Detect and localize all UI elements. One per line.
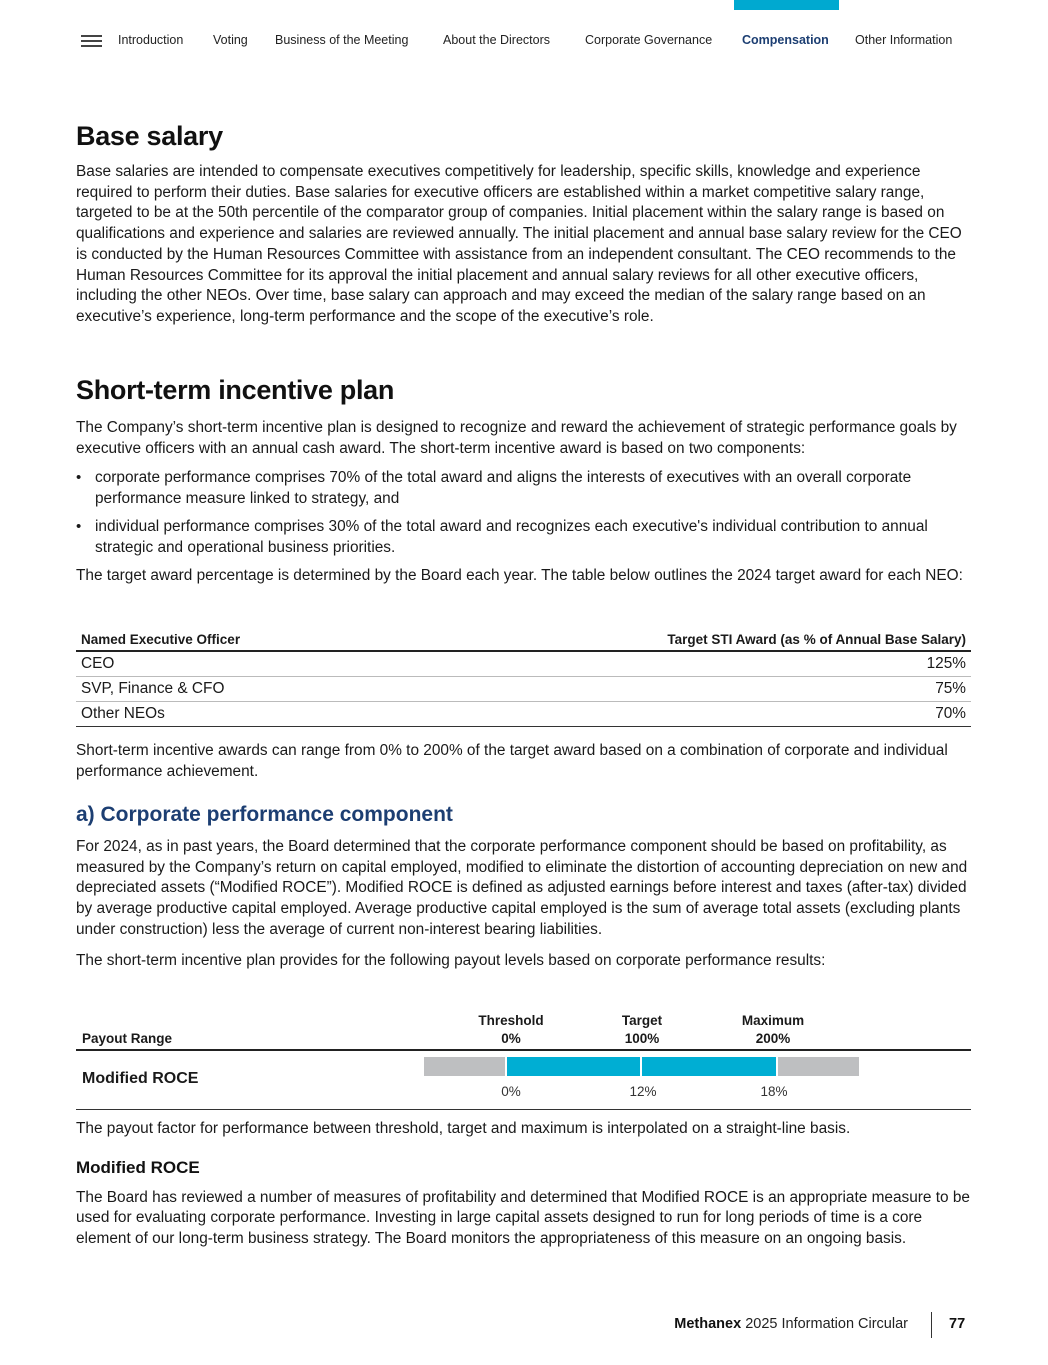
table-row xyxy=(76,702,971,727)
nav-item-other-information[interactable]: Other Information xyxy=(855,33,953,47)
maximum-payout: 200% xyxy=(755,1031,791,1046)
target-header xyxy=(592,1012,692,1048)
neo-target-table-wrap xyxy=(76,630,971,782)
above-maximum-bar xyxy=(778,1057,859,1076)
table-row xyxy=(76,677,971,702)
payout-range-label: Payout Range xyxy=(82,1031,173,1046)
nav-item-about-the-directors[interactable]: About the Directors xyxy=(443,33,550,47)
threshold-tick: 0% xyxy=(501,1084,521,1099)
divider xyxy=(76,1109,971,1110)
page-footer xyxy=(0,1315,1048,1339)
nav-item-compensation[interactable]: Compensation xyxy=(742,33,829,47)
threshold-payout: 0% xyxy=(501,1031,521,1046)
sti-intro: The Company’s short-term incentive plan is designed to recognize and reward the achievement of strategic performance goals by executive officers with an annual cash award. The short-term incentive award is based on two components: xyxy=(76,419,957,457)
document-title: 2025 Information Circular xyxy=(745,1316,908,1332)
below-threshold-bar xyxy=(424,1057,505,1076)
corporate-performance-paragraph: For 2024, as in past years, the Board determined that the corporate performance component should be based on profitability, as measured by the Company’s return on capital employed, modified to eliminate the distortion of accounting depreciation on new and depreciated assets (“Modified ROCE”). Modified ROCE is defined as adjusted earnings before interest and taxes (after-tax) divided by average productive capital employed. Average productive capital employed is the sum of average total assets (excluding plants under construction) less the average of current non-interest bearing liabilities. xyxy=(76,838,968,938)
maximum-tick: 18% xyxy=(760,1084,788,1099)
modified-roce-row-label: Modified ROCE xyxy=(82,1070,199,1087)
nav-item-business-of-the-meeting[interactable]: Business of the Meeting xyxy=(275,33,409,47)
base-salary-paragraph: Base salaries are intended to compensate executives competitively for leadership, specific skills, knowledge and experience required to perform their duties. Base salaries for executive officers are established within a market competitive salary range, targeted to be at the 50th percentile of the comparator group of companies. Initial placement within the salary range is based on qualifications and experience and salaries are reviewed annually. The initial placement and annual base salary review for the CEO is conducted by the Human Resources Committee with assistance from an independent consultant. The CEO recommends to the Human Resources Committee for its approval the initial placement and annual salary reviews for all other executive officers, including the other NEOs. Over time, base salary can approach and may exceed the median of the salary range based on an executive’s experience, long-term performance and the scope of the executive’s role. xyxy=(76,163,962,325)
threshold-to-target-bar xyxy=(507,1057,640,1076)
threshold-header xyxy=(461,1012,561,1048)
sti-heading: Short-term incentive plan xyxy=(76,375,395,405)
target-to-maximum-bar xyxy=(642,1057,776,1076)
target-payout: 100% xyxy=(624,1031,660,1046)
active-section-indicator xyxy=(734,0,839,10)
base-salary-section xyxy=(76,121,971,328)
modified-roce-heading: Modified ROCE xyxy=(76,1157,200,1177)
award-cell: 70% xyxy=(393,702,971,727)
corporate-performance-heading: a) Corporate performance component xyxy=(76,803,453,826)
top-navigation xyxy=(0,0,1048,70)
nav-item-introduction[interactable]: Introduction xyxy=(118,33,184,47)
list-item: • individual performance comprises 30% of the total award and recognizes each executive's individual contribution to annual strategic and operational business priorities. xyxy=(76,517,971,558)
payout-range-table xyxy=(76,1010,971,1110)
maximum-header xyxy=(723,1012,823,1048)
brand-name: Methanex xyxy=(674,1316,742,1332)
award-cell: 125% xyxy=(393,651,971,677)
maximum-label: Maximum xyxy=(741,1013,805,1028)
table-row xyxy=(76,651,971,677)
base-salary-heading: Base salary xyxy=(76,121,223,151)
hamburger-menu-icon[interactable] xyxy=(81,35,102,49)
column-header: Target STI Award (as % of Annual Base Salary) xyxy=(393,630,971,651)
divider xyxy=(931,1312,932,1338)
nav-item-corporate-governance[interactable]: Corporate Governance xyxy=(585,33,713,47)
officer-cell: Other NEOs xyxy=(76,702,393,727)
nav-item-voting[interactable]: Voting xyxy=(213,33,248,47)
column-header: Named Executive Officer xyxy=(76,630,393,651)
corporate-performance-section xyxy=(76,803,971,971)
sti-section xyxy=(76,375,971,587)
target-tick: 12% xyxy=(629,1084,657,1099)
interpolation-note: The payout factor for performance between threshold, target and maximum is interpolated on a straight-line basis. xyxy=(76,1120,851,1137)
award-cell: 75% xyxy=(393,677,971,702)
neo-target-table xyxy=(76,630,971,727)
modified-roce-paragraph: The Board has reviewed a number of measures of profitability and determined that Modified ROCE is an appropriate measure to be used for evaluating corporate performance. Investing in large capital assets designed to run for long periods of time is a core element of our long-term business strategy. The Board monitors the appropriateness of this measure on an ongoing basis. xyxy=(76,1188,970,1248)
sti-range-note: Short-term incentive awards can range from 0% to 200% of the target award based on a combination of corporate and individual performance achievement. xyxy=(76,742,948,780)
list-item: • corporate performance comprises 70% of the total award and aligns the interests of executives with an overall corporate performance measure linked to strategy, and xyxy=(76,468,971,509)
threshold-label: Threshold xyxy=(478,1013,544,1028)
page-number: 77 xyxy=(949,1316,966,1332)
publication-title xyxy=(674,1316,908,1332)
payout-intro: The short-term incentive plan provides for the following payout levels based on corporate performance results: xyxy=(76,951,826,969)
modified-roce-section xyxy=(76,1119,971,1250)
sti-table-intro: The target award percentage is determined by the Board each year. The table below outlines the 2024 target award for each NEO: xyxy=(76,567,963,585)
sti-components-list xyxy=(76,468,971,558)
officer-cell: SVP, Finance & CFO xyxy=(76,677,393,702)
divider xyxy=(76,1049,971,1051)
target-label: Target xyxy=(621,1013,663,1028)
officer-cell: CEO xyxy=(76,651,393,677)
